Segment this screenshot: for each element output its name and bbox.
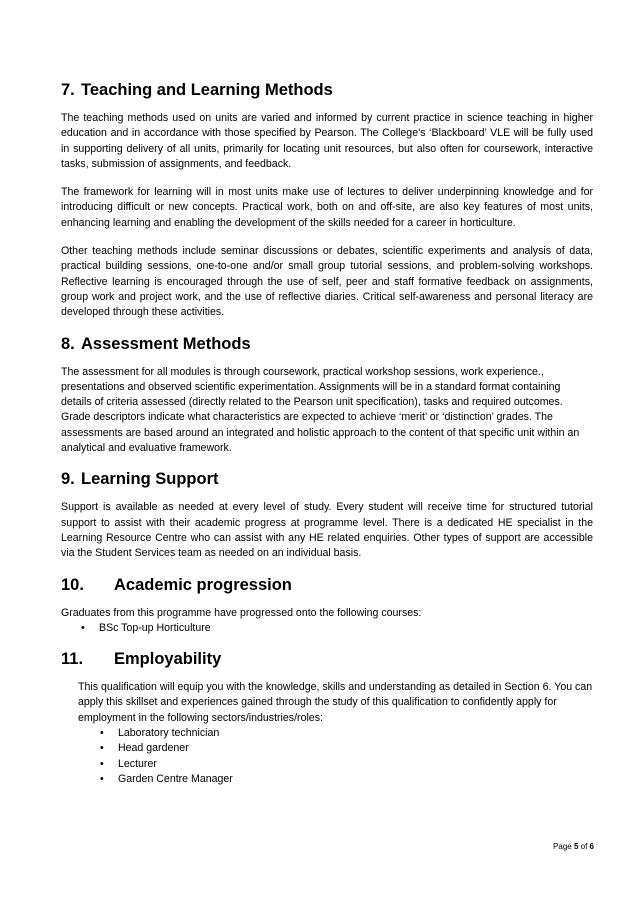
section-heading — [61, 80, 593, 100]
section-number: 7. — [61, 81, 75, 99]
list-item: • Laboratory technician — [78, 726, 593, 741]
paragraph: This qualification will equip you with the knowledge, skills and understanding as detailed in Section 6. You can apply this skillset and experiences gained through the study of this qualification to confidently apply for employment in the following sectors/industries/roles: — [78, 681, 593, 724]
roles-list — [78, 726, 593, 787]
section-title: Assessment Methods — [81, 334, 251, 353]
section-heading — [61, 575, 593, 595]
section-heading — [61, 334, 593, 354]
list-item: • Garden Centre Manager — [78, 772, 593, 787]
paragraph: The assessment for all modules is through coursework, practical workshop sessions, work experience., presentations and observed scientific experimentation. Assignments will be in a standard format containing details of criteria assessed (directly related to the Pearson unit specification), tasks and required outcomes. Grade descriptors indicate what characteristics are expected to achieve ‘merit’ or ‘distinction’ grades. The assessments are based around an integrated and holistic approach to the content of that specific unit within an analytical and evaluative framework. — [61, 365, 580, 455]
progression-list — [61, 621, 593, 636]
section-title: Employability — [114, 650, 222, 669]
page-footer — [553, 842, 594, 851]
section-title: Learning Support — [81, 470, 219, 489]
section-assessment-methods — [61, 334, 593, 457]
section-number: 8. — [61, 334, 75, 353]
document-page — [61, 80, 593, 787]
section-number: 10. — [61, 575, 84, 594]
list-item: • Head gardener — [78, 741, 593, 756]
page-total: 6 — [589, 842, 594, 851]
section-title: Academic progression — [114, 575, 292, 594]
employability-body — [61, 680, 593, 787]
list-item: • Lecturer — [78, 757, 593, 772]
section-heading — [61, 469, 593, 489]
section-academic-progression — [61, 575, 593, 637]
section-employability — [61, 649, 593, 787]
bullet-icon: • — [100, 742, 104, 755]
paragraph: The framework for learning will in most units make use of lectures to deliver underpinning knowledge and for introducing difficult or new concepts. Practical work, both on and off-site, are also key features of most units, enhancing learning and enabling the development of the skills needed for a career in horticulture. — [61, 186, 593, 229]
paragraph: The teaching methods used on units are varied and informed by current practice in science teaching in higher education and in accordance with those specified by Pearson. The College’s ‘Blackboard’ VLE will be fully used in supporting delivery of all units, primarily for locating unit resources, but also often for coursework, interactive tasks, submission of assignments, and feedback. — [61, 112, 593, 170]
paragraph: Support is available as needed at every level of study. Every student will receive time for structured tutorial support to assist with their academic progress at programme level. There is a dedicated HE specialist in the Learning Resource Centre who can assist with any HE related enquiries. Other types of support are accessible via the Student Services team as needed on an individual basis. — [61, 501, 593, 560]
bullet-icon: • — [100, 757, 104, 770]
section-number: 9. — [61, 470, 75, 489]
page-current: 5 — [573, 842, 579, 851]
section-number: 11. — [61, 650, 84, 669]
bullet-icon: • — [100, 772, 104, 785]
section-teaching-methods — [61, 80, 593, 321]
paragraph: Other teaching methods include seminar discussions or debates, scientific experiments and analysis of data, practical building sessions, one-to-one and/or small group tutorial sessions, and problem-solving workshops. Reflective learning is encouraged through the use of self, peer and staff formative feedback on assignments, group work and project work, and the use of reflective diaries. Critical self-awareness and personal literacy are developed through these activities. — [61, 245, 593, 319]
list-item: • BSc Top-up Horticulture — [61, 621, 593, 636]
paragraph: Graduates from this programme have progressed onto the following courses: — [61, 606, 422, 619]
section-learning-support — [61, 469, 593, 561]
of-label: of — [580, 842, 588, 851]
page-label: Page — [553, 842, 572, 851]
section-title: Teaching and Learning Methods — [81, 81, 333, 99]
bullet-icon: • — [81, 621, 85, 634]
bullet-icon: • — [100, 727, 104, 740]
section-heading — [61, 649, 593, 669]
